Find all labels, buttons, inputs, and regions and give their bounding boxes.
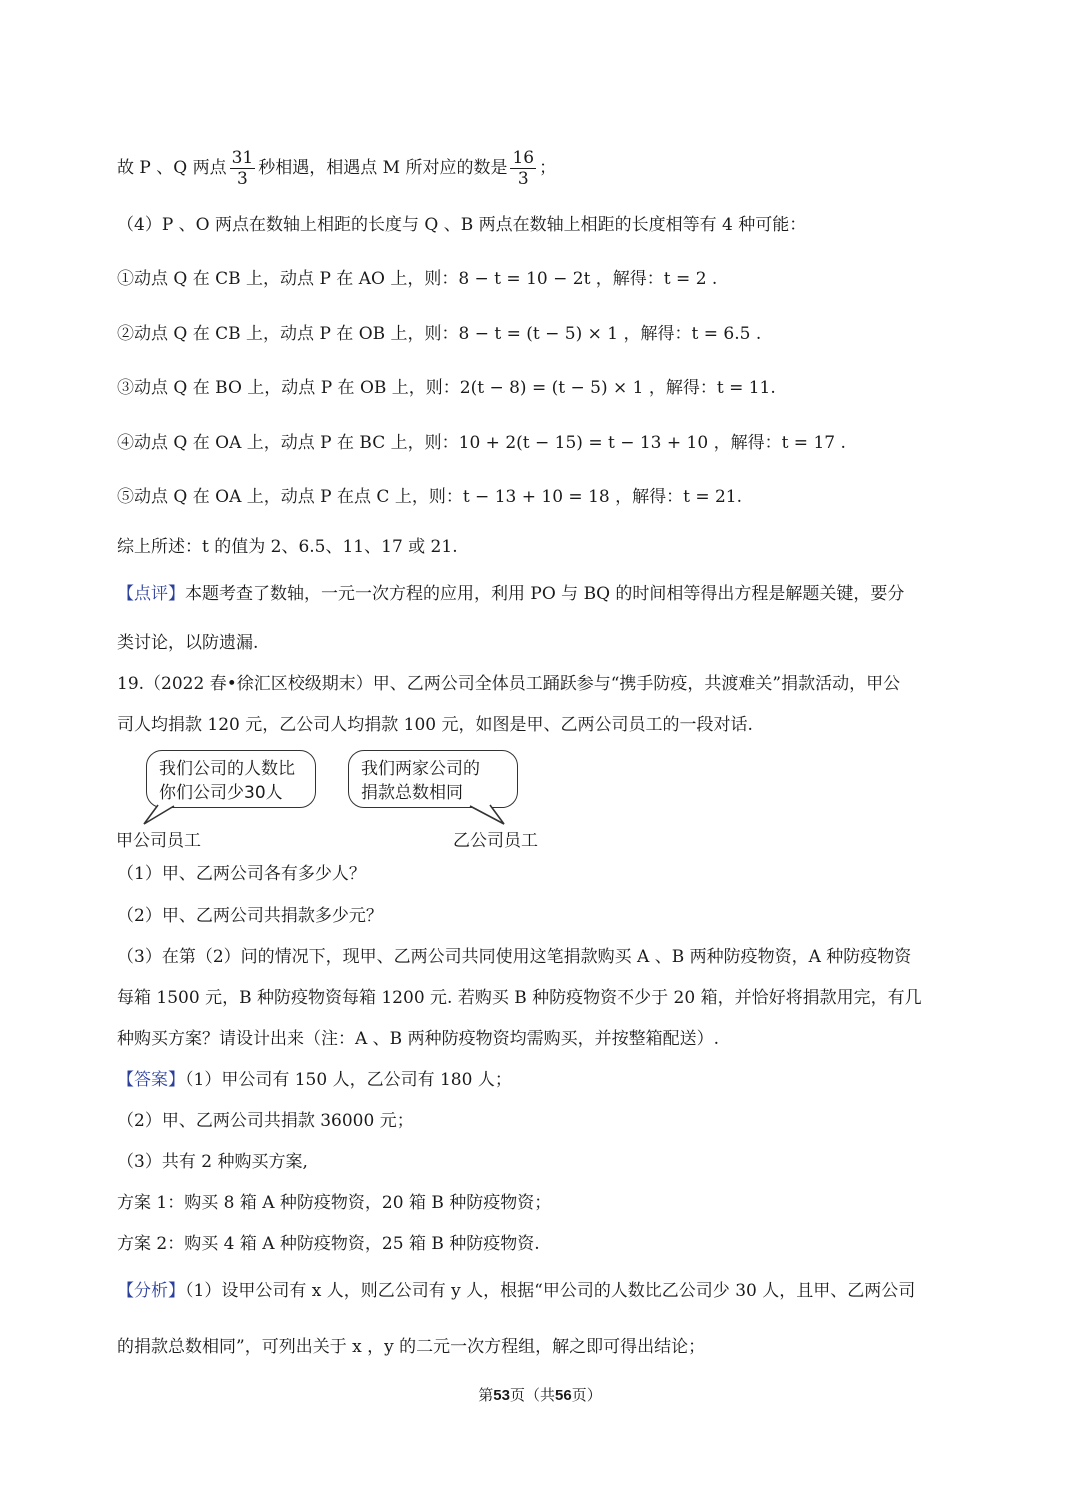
case-4: ④动点 Q 在 OA 上，动点 P 在 BC 上，则：10 + 2(t − 15) = t − 13 + 10 ，解得：t = 17 .	[117, 433, 846, 453]
question-part-3-line-2: 每箱 1500 元，B 种防疫物资每箱 1200 元. 若购买 B 种防疫物资不少于 20 箱，并恰好将捐款用完，有几	[117, 988, 922, 1008]
analysis-line-1	[117, 1279, 970, 1303]
answer-line-2: （2）甲、乙两公司共捐款 36000 元；	[117, 1111, 414, 1131]
bubble-text: 我们公司的人数比	[159, 759, 295, 779]
case-3: ③动点 Q 在 BO 上，动点 P 在 OB 上，则：2(t − 8) = (t − 5) × 1 ，解得：t = 11.	[117, 378, 776, 398]
total-pages: 56	[555, 1387, 572, 1404]
answer-line-3: （3）共有 2 种购买方案,	[117, 1152, 308, 1172]
denominator: 3	[237, 169, 248, 189]
text: 故 P 、Q 两点	[117, 158, 227, 178]
speaker-a-label: 甲公司员工	[116, 831, 201, 851]
speaker-b-label: 乙公司员工	[453, 831, 538, 851]
text: （1）设甲公司有 x 人，则乙公司有 y 人，根据“甲公司的人数比乙公司少 30 人，且甲、乙两公司	[185, 1281, 916, 1301]
conclusion-line	[117, 148, 970, 189]
text: ；	[539, 158, 557, 178]
denominator: 3	[517, 169, 529, 189]
case-1: ①动点 Q 在 CB 上，动点 P 在 AO 上，则：8 − t = 10 − 2t ，解得：t = 2 .	[117, 269, 718, 289]
fraction-31-3	[230, 148, 256, 189]
bubble-text: 捐款总数相同	[361, 783, 463, 803]
question-19-line-1: 19.（2022 春•徐汇区校级期末）甲、乙两公司全体员工踊跃参与“携手防疫，共渡难关”捐款活动，甲公	[117, 674, 901, 694]
answer-tag: 【答案】	[117, 1070, 185, 1090]
text: 本题考查了数轴，一元一次方程的应用，利用 PO 与 BQ 的时间相等得出方程是解题关键，要分	[185, 584, 905, 604]
fraction-16-3	[510, 148, 536, 189]
question-19-line-2: 司人均捐款 120 元，乙公司人均捐款 100 元，如图是甲、乙两公司员工的一段对话.	[117, 715, 753, 735]
page-footer	[0, 1384, 1080, 1405]
case-5: ⑤动点 Q 在 OA 上，动点 P 在点 C 上，则：t − 13 + 10 = 18 ，解得：t = 21.	[117, 487, 743, 507]
answer-line-1	[117, 1068, 970, 1092]
review-line-2: 类讨论，以防遗漏.	[117, 633, 259, 653]
bubble-text: 你们公司少30人	[159, 783, 283, 803]
page-number: 53	[493, 1387, 510, 1404]
footer-text: 页（共	[509, 1386, 555, 1404]
numerator: 16	[512, 148, 535, 168]
question-part-3-line-3: 种购买方案？请设计出来（注：A 、B 两种防疫物资均需购买，并按整箱配送）.	[117, 1029, 719, 1049]
question-part-1: （1）甲、乙两公司各有多少人？	[117, 864, 366, 884]
review-line-1	[117, 582, 970, 606]
review-tag: 【点评】	[117, 584, 185, 604]
footer-text: 第	[478, 1386, 494, 1404]
text: （1）甲公司有 150 人，乙公司有 180 人；	[185, 1070, 512, 1090]
part4-intro: （4）P 、O 两点在数轴上相距的长度与 Q 、B 两点在数轴上相距的长度相等有 4 种可能：	[117, 215, 807, 235]
analysis-line-2: 的捐款总数相同”，可列出关于 x ，y 的二元一次方程组，解之即可得出结论；	[117, 1337, 706, 1357]
numerator: 31	[231, 148, 254, 168]
answer-plan-2: 方案 2：购买 4 箱 A 种防疫物资，25 箱 B 种防疫物资.	[117, 1234, 540, 1254]
footer-text: 页）	[571, 1386, 602, 1404]
text: 秒相遇，相遇点 M 所对应的数是	[258, 158, 508, 178]
question-part-3-line-1: （3）在第（2）问的情况下，现甲、乙两公司共同使用这笔捐款购买 A 、B 两种防疫物资，A 种防疫物资	[117, 947, 912, 967]
analysis-tag: 【分析】	[117, 1281, 185, 1301]
case-2: ②动点 Q 在 CB 上，动点 P 在 OB 上，则：8 − t = (t − 5) × 1 ，解得：t = 6.5 .	[117, 324, 762, 344]
question-part-2: （2）甲、乙两公司共捐款多少元？	[117, 906, 383, 926]
summary-line: 综上所述：t 的值为 2、6.5、11、17 或 21.	[117, 537, 458, 557]
answer-plan-1: 方案 1：购买 8 箱 A 种防疫物资，20 箱 B 种防疫物资；	[117, 1193, 552, 1213]
bubble-text: 我们两家公司的	[361, 759, 480, 779]
